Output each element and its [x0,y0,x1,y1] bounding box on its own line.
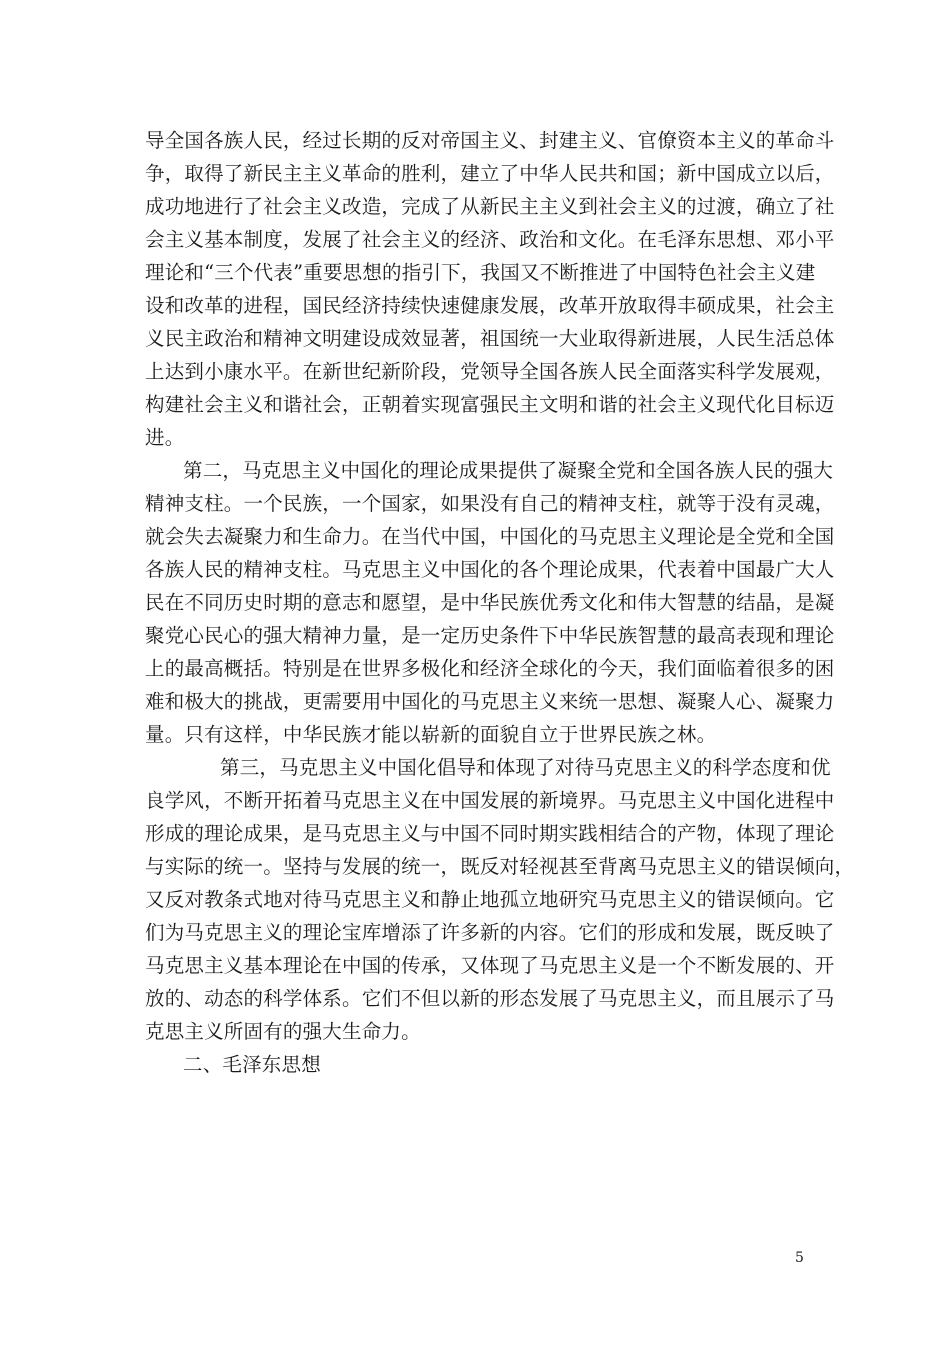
paragraph-line: 进。 [145,426,185,449]
paragraph-line: 第二，马克思主义中国化的理论成果提供了凝聚全党和全国各族人民的强大 [183,459,834,482]
paragraph-line: 会主义基本制度，发展了社会主义的经济、政治和文化。在毛泽东思想、邓小平 [145,228,835,251]
paragraph-line: 第三，马克思主义中国化倡导和体现了对待马克思主义的科学态度和优 [220,756,831,779]
paragraph-line: 导全国各族人民，经过长期的反对帝国主义、封建主义、官僚资本主义的革命斗 [145,129,835,152]
paragraph-line: 马克思主义基本理论在中国的传承，又体现了马克思主义是一个不断发展的、开 [145,954,835,977]
paragraph-line: 聚党心民心的强大精神力量，是一定历史条件下中华民族智慧的最高表现和理论 [145,624,835,647]
paragraph-line: 民在不同历史时期的意志和愿望，是中华民族优秀文化和伟大智慧的结晶，是凝 [145,591,835,614]
paragraph-line: 争，取得了新民主主义革命的胜利，建立了中华人民共和国；新中国成立以后， [145,162,835,185]
paragraph-line: 与实际的统一。坚持与发展的统一，既反对轻视甚至背离马克思主义的错误倾向， [145,855,855,878]
paragraph-line: 义民主政治和精神文明建设成效显著，祖国统一大业取得新进展，人民生活总体 [145,327,835,350]
paragraph-line: 克思主义所固有的强大生命力。 [145,1020,421,1043]
paragraph-line: 构建社会主义和谐社会，正朝着实现富强民主文明和谐的社会主义现代化目标迈 [145,393,835,416]
paragraph-line: 难和极大的挑战，更需要用中国化的马克思主义来统一思想、凝聚人心、凝聚力 [145,690,835,713]
paragraph-line: 精神支柱。一个民族，一个国家，如果没有自己的精神支柱，就等于没有灵魂， [145,492,835,515]
section-heading: 二、毛泽东思想 [183,1053,321,1076]
paragraph-line: 量。只有这样，中华民族才能以崭新的面貌自立于世界民族之林。 [145,723,717,746]
paragraph-line: 理论和“三个代表”重要思想的指引下，我国又不断推进了中国特色社会主义建 [145,261,816,284]
paragraph-line: 上的最高概括。特别是在世界多极化和经济全球化的今天，我们面临着很多的困 [145,657,835,680]
paragraph-line: 又反对教条式地对待马克思主义和静止地孤立地研究马克思主义的错误倾向。它 [145,888,835,911]
paragraph-line: 上达到小康水平。在新世纪新阶段，党领导全国各族人民全面落实科学发展观， [145,360,835,383]
paragraph-line: 良学风，不断开拓着马克思主义在中国发展的新境界。马克思主义中国化进程中 [145,789,835,812]
page-number: 5 [795,1250,804,1266]
paragraph-line: 设和改革的进程，国民经济持续快速健康发展，改革开放取得丰硕成果，社会主 [145,294,835,317]
paragraph-line: 放的、动态的科学体系。它们不但以新的形态发展了马克思主义，而且展示了马 [145,987,835,1010]
paragraph-line: 就会失去凝聚力和生命力。在当代中国，中国化的马克思主义理论是全党和全国 [145,525,835,548]
paragraph-line: 各族人民的精神支柱。马克思主义中国化的各个理论成果，代表着中国最广大人 [145,558,835,581]
paragraph-line: 成功地进行了社会主义改造，完成了从新民主主义到社会主义的过渡，确立了社 [145,195,835,218]
paragraph-line: 形成的理论成果，是马克思主义与中国不同时期实践相结合的产物，体现了理论 [145,822,835,845]
paragraph-line: 们为马克思主义的理论宝库增添了许多新的内容。它们的形成和发展，既反映了 [145,921,835,944]
